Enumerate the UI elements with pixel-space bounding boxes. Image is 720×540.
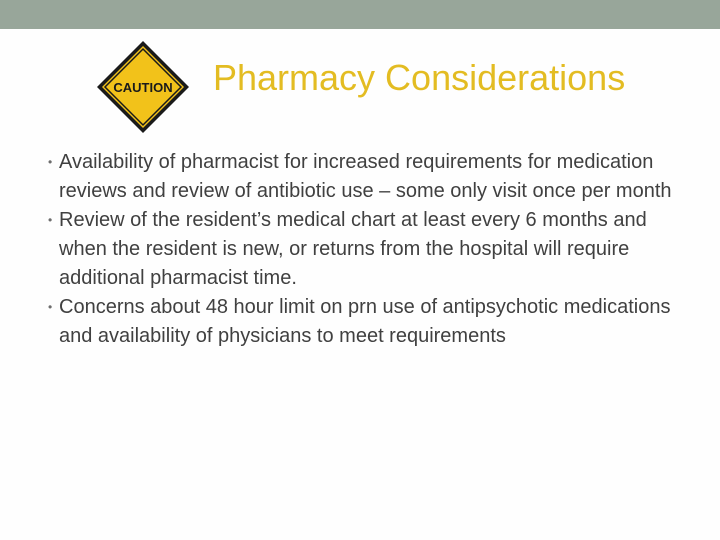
- bullet-item: [48, 148, 688, 206]
- caution-sign-text: CAUTION: [113, 80, 173, 95]
- bullet-marker-icon: •: [48, 155, 53, 169]
- caution-sign-graphic: [95, 39, 191, 135]
- bullet-item: [48, 206, 688, 293]
- bullet-item: [48, 293, 688, 351]
- bullet-text: Availability of pharmacist for increased requirements for medication reviews and review of antibiotic use – some only visit once per month: [59, 151, 672, 202]
- bullet-text: Concerns about 48 hour limit on prn use of antipsychotic medications and availability of physicians to meet requirements: [59, 296, 671, 347]
- bullet-text: Review of the resident’s medical chart at least every 6 months and when the resident is new, or returns from the hospital will require additional pharmacist time.: [59, 209, 647, 289]
- bullet-marker-icon: •: [48, 213, 53, 227]
- bullet-list: [48, 148, 688, 351]
- bullet-marker-icon: •: [48, 300, 53, 314]
- page-title: Pharmacy Considerations: [213, 57, 626, 98]
- top-accent-bar: [0, 0, 720, 29]
- caution-sign-icon: [95, 39, 191, 135]
